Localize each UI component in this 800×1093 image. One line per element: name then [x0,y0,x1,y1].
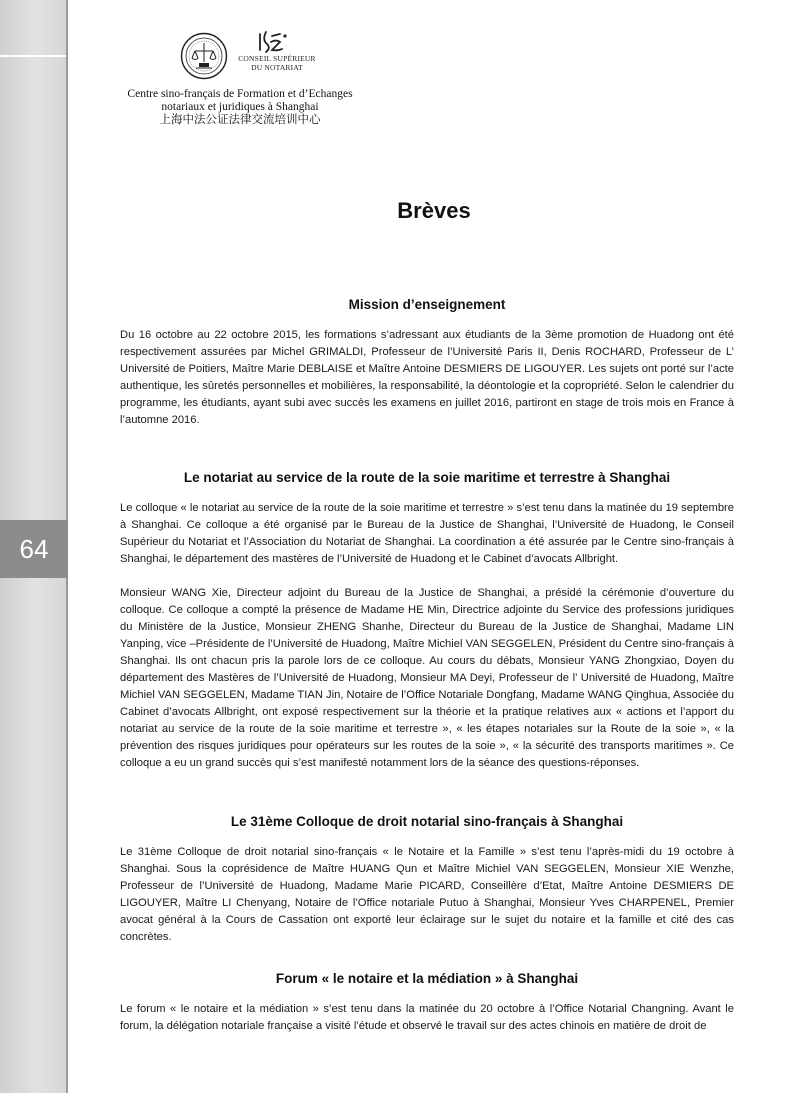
section-paragraph: Monsieur WANG Xie, Directeur adjoint du Bureau de la Justice de Shanghai, a présidé la cérémonie d’ouverture du colloque. Ce colloque a compté la présence de Madame HE Min, Directrice adjointe du Service des professions juridiques du Ministère de la Justice, Monsieur ZHENG Shanhe, Directeur du Bureau de la Justice de Shanghai, Madame LIN Yanping, vice –Présidente de l’Université de Huadong, Maître Michiel VAN SEGGELEN, Président du Centre sino-français à Shanghai. Ils ont chacun pris la parole lors de ce colloque. Au cours du débats, Monsieur YANG Zhongxiao, Doyen du département des Mastères de l’Université de Huadong, Monsieur MA Deyi, Professeur de l’ Université de Huadong, Maître Michiel VAN SEGGELEN, Madame TIAN Jin, Notaire de l’Office Notariale Dongfang, Madame WANG Qinghua, Associée du Cabinet d’avocats Allbright, ont exposé respectivement sur la théorie et la pratique relatives aux « actions et l’apport du notariat au service de la route de la soie maritime et terrestre », « les étapes notariales sur la Route de la soie », « la prévention des risques juridiques pour opérateurs sur les routes de la soie », « la sécurité des transports maritimes ». Ce colloque a eu un grand succès qui s’est manifesté notamment lors de la séance des questions-réponses. [120,587,734,769]
section-forum [120,970,734,1035]
section-route-de-la-soie [120,469,734,772]
center-name-line-chinese: 上海中法公证法律交流培训中心 [159,114,321,126]
csn-logo-text: CONSEIL SUPÉRIEUR DU NOTARIAT [238,54,316,72]
section-mission [120,296,734,429]
margin-rule [0,55,66,57]
page-title: Brèves [397,198,471,223]
section-heading: Forum « le notaire et la médiation » à Shanghai [275,971,579,986]
section-paragraph: Le forum « le notaire et la médiation » s’est tenu dans la matinée du 20 octobre à l’Office Notarial Changning. Avant le forum, la délégation notariale française a visité l’étude et observé le travail sur des actes chinois en matière de droit de [120,1003,734,1032]
csn-logo [232,30,322,80]
section-heading: Mission d’enseignement [348,297,506,312]
center-name [110,88,370,127]
section-paragraph: Du 16 octobre au 22 octobre 2015, les formations s’adressant aux étudiants de la 3ème promotion de Huadong ont été respectivement assurées par Michel GRIMALDI, Professeur de l’Université Paris II, Denis ROCHARD, Professeur de L’ Université de Poitiers, Maître Marie DEBLAISE et Maître Antoine DESMIERS DE LIGOUYER. Les sujets ont porté sur l’acte authentique, les sûretés personnelles et mobilières, la responsabilité, la déontologie et la copropriété. Selon le calendrier du programme, les étudiants, ayant subi avec succès les examens en juillet 2016, partiront en stage de trois mois en France à l’automne 2016. [120,329,734,426]
center-name-line: Centre sino-français de Formation et d’Echanges [127,88,353,100]
page-header [110,28,370,127]
page-number: 64 [0,520,68,578]
center-name-line: notariaux et juridiques à Shanghai [161,101,319,113]
article-content [120,296,734,1035]
section-colloque [120,813,734,946]
header-logos [110,28,370,84]
section-paragraph: Le 31ème Colloque de droit notarial sino-français « le Notaire et la Famille » s’est tenu l’après-midi du 19 octobre à Shanghai. Sous la coprésidence de Maître HUANG Qun et Maître Michiel VAN SEGGELEN, Monsieur XIE Wenzhe, Professeur de l’Université de Huadong, Madame Marie PICARD, Conseillère d’Etat, Maître Antoine DESMIERS DE LIGOUYER, Maître LI Chenyang, Notaire de l’Office notariale Putuo à Shanghai, Monsieur Yves CHARPENEL, Premier avocat général à la Cours de Cassation ont exporté leur éclairage sur le sujet du notaire et la famille et cité des cas concrètes. [120,846,734,943]
section-paragraph: Le colloque « le notariat au service de la route de la soie maritime et terrestre » s’est tenu dans la matinée du 19 septembre à Shanghai. Ce colloque a été organisé par le Bureau de la Justice de Shanghai, l’Université de Huadong, le Conseil Supérieur du Notariat et l’Association du Notariat de Shanghai. La coordination a été assurée par le Centre sino-français à Shanghai, le département des mastères de l’Université de Huadong et le Cabinet d’avocats Allbright. [120,502,734,565]
csn-emblem-icon [256,30,292,54]
section-heading: Le 31ème Colloque de droit notarial sino-français à Shanghai [230,814,624,829]
shanghai-notary-seal-icon [180,32,228,80]
section-heading: Le notariat au service de la route de la soie maritime et terrestre à Shanghai [183,470,671,485]
